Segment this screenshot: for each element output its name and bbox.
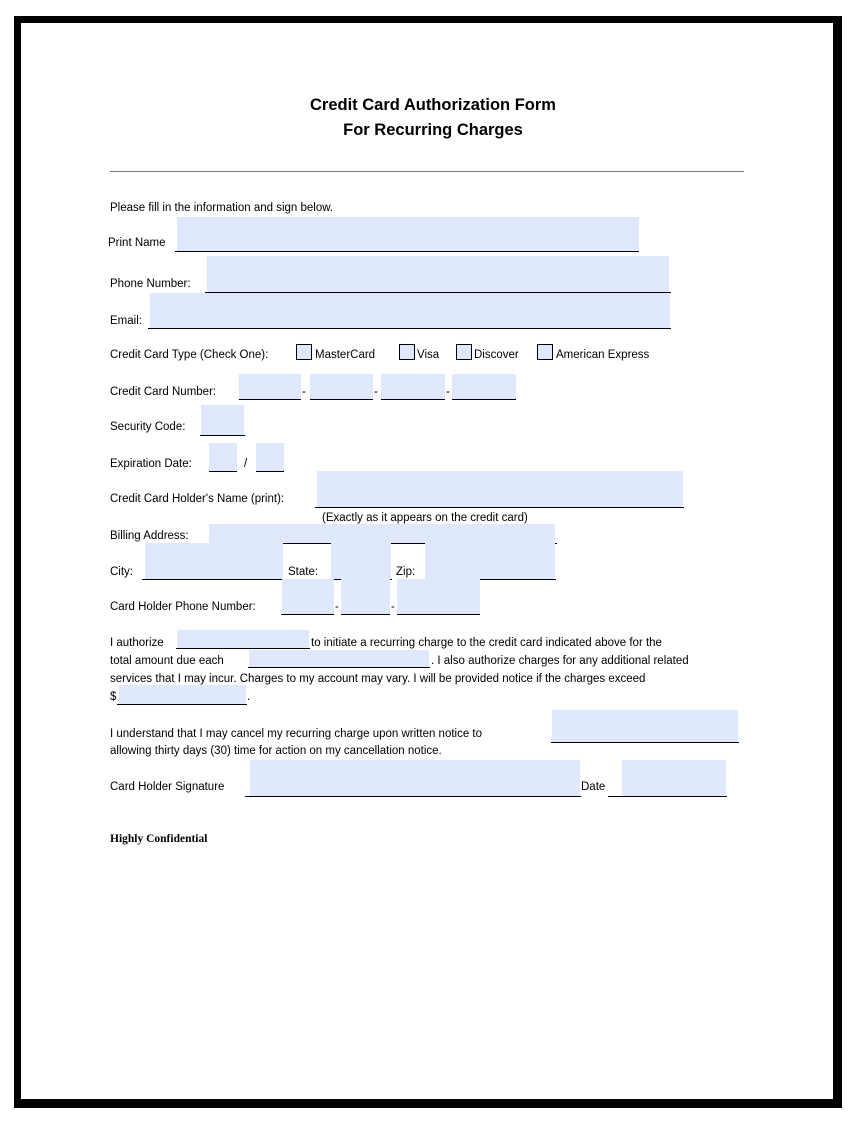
charge-limit-field[interactable]	[119, 685, 246, 704]
billing-address-label: Billing Address:	[110, 530, 189, 542]
charge-limit-underline	[117, 704, 247, 705]
instruction-text: Please fill in the information and sign below.	[110, 202, 334, 214]
discover-label: Discover	[474, 349, 519, 361]
email-underline	[148, 328, 671, 329]
phone-number-label: Phone Number:	[110, 278, 191, 290]
signature-label: Card Holder Signature	[110, 781, 225, 793]
print-name-underline	[175, 251, 639, 252]
authorize-text-end: to initiate a recurring charge to the credit card indicated above for the	[311, 637, 662, 649]
form-title: Credit Card Authorization Form	[310, 96, 556, 114]
holder-phone-area-underline	[281, 614, 334, 615]
print-name-field[interactable]	[177, 217, 639, 251]
discover-checkbox[interactable]	[456, 344, 472, 360]
security-code-field[interactable]	[201, 405, 244, 435]
holder-phone-dash-1: -	[335, 601, 339, 613]
expiration-date-label: Expiration Date:	[110, 458, 192, 470]
authorize-text-start: I authorize	[110, 637, 164, 649]
amount-due-text: total amount due each	[110, 655, 224, 667]
mastercard-label: MasterCard	[315, 349, 376, 361]
card-number-underline-3	[381, 399, 445, 400]
expiration-month-field[interactable]	[209, 443, 237, 471]
signature-field[interactable]	[250, 760, 580, 796]
card-number-dash-2: -	[374, 386, 378, 398]
holder-phone-label: Card Holder Phone Number:	[110, 601, 256, 613]
visa-label: Visa	[417, 349, 440, 361]
holder-phone-prefix-field[interactable]	[341, 579, 390, 614]
american-express-label: American Express	[556, 349, 650, 361]
card-number-label: Credit Card Number:	[110, 386, 217, 398]
card-number-underline-4	[452, 399, 516, 400]
zip-field[interactable]	[425, 543, 555, 579]
print-name-label: Print Name	[108, 237, 166, 249]
cancel-notice-text: I understand that I may cancel my recurring charge upon written notice to	[110, 728, 483, 740]
holder-name-field[interactable]	[317, 471, 683, 507]
american-express-checkbox[interactable]	[537, 344, 553, 360]
card-number-dash-3: -	[446, 386, 450, 398]
authorize-company-underline	[176, 648, 310, 649]
zip-label: Zip:	[396, 566, 416, 578]
expiration-year-field[interactable]	[256, 443, 284, 471]
visa-checkbox[interactable]	[399, 344, 415, 360]
title-divider	[110, 171, 744, 172]
card-number-group-2[interactable]	[310, 374, 373, 399]
date-underline	[608, 796, 727, 797]
city-field[interactable]	[145, 543, 283, 579]
card-type-label: Credit Card Type (Check One):	[110, 349, 269, 361]
dollar-sign: $	[110, 691, 117, 703]
card-number-underline-2	[310, 399, 373, 400]
expiration-slash: /	[244, 458, 248, 470]
holder-phone-prefix-underline	[341, 614, 390, 615]
cancel-period-text: allowing thirty days (30) time for action on my cancellation notice.	[110, 745, 442, 757]
cancel-notice-underline	[551, 742, 739, 743]
state-label: State:	[288, 566, 319, 578]
charges-vary-text: services that I may incur. Charges to my account may vary. I will be provided notice if the charges exceed	[110, 673, 646, 685]
charge-limit-period: .	[247, 691, 251, 703]
signature-underline	[245, 796, 581, 797]
card-number-underline-1	[239, 399, 301, 400]
additional-charges-text: . I also authorize charges for any additional related	[431, 655, 689, 667]
mastercard-checkbox[interactable]	[296, 344, 312, 360]
holder-phone-dash-2: -	[391, 601, 395, 613]
expiration-year-underline	[256, 471, 284, 472]
date-field[interactable]	[622, 760, 726, 796]
billing-period-field[interactable]	[249, 650, 429, 667]
billing-period-underline	[248, 667, 430, 668]
email-field[interactable]	[150, 293, 670, 328]
card-number-group-3[interactable]	[381, 374, 445, 399]
date-label: Date	[581, 781, 606, 793]
authorize-company-field[interactable]	[177, 630, 309, 648]
holder-name-label: Credit Card Holder's Name (print):	[110, 493, 285, 505]
billing-address-field[interactable]	[209, 524, 555, 543]
security-code-underline	[200, 435, 245, 436]
holder-phone-area-field[interactable]	[282, 579, 334, 614]
email-label: Email:	[110, 315, 142, 327]
holder-phone-line-field[interactable]	[397, 579, 480, 614]
card-number-group-4[interactable]	[452, 374, 516, 399]
holder-name-underline	[315, 507, 684, 508]
holder-name-note: (Exactly as it appears on the credit card)	[322, 512, 528, 524]
city-underline	[142, 579, 284, 580]
phone-number-field[interactable]	[207, 256, 669, 292]
holder-phone-line-underline	[397, 614, 480, 615]
card-number-dash-1: -	[302, 386, 306, 398]
confidential-note: Highly Confidential	[110, 833, 208, 845]
cancel-notice-recipient-field[interactable]	[552, 710, 738, 742]
card-number-group-1[interactable]	[239, 374, 301, 399]
security-code-label: Security Code:	[110, 421, 186, 433]
city-label: City:	[110, 566, 133, 578]
form-subtitle: For Recurring Charges	[343, 121, 523, 139]
expiration-month-underline	[209, 471, 237, 472]
state-field[interactable]	[331, 543, 391, 579]
